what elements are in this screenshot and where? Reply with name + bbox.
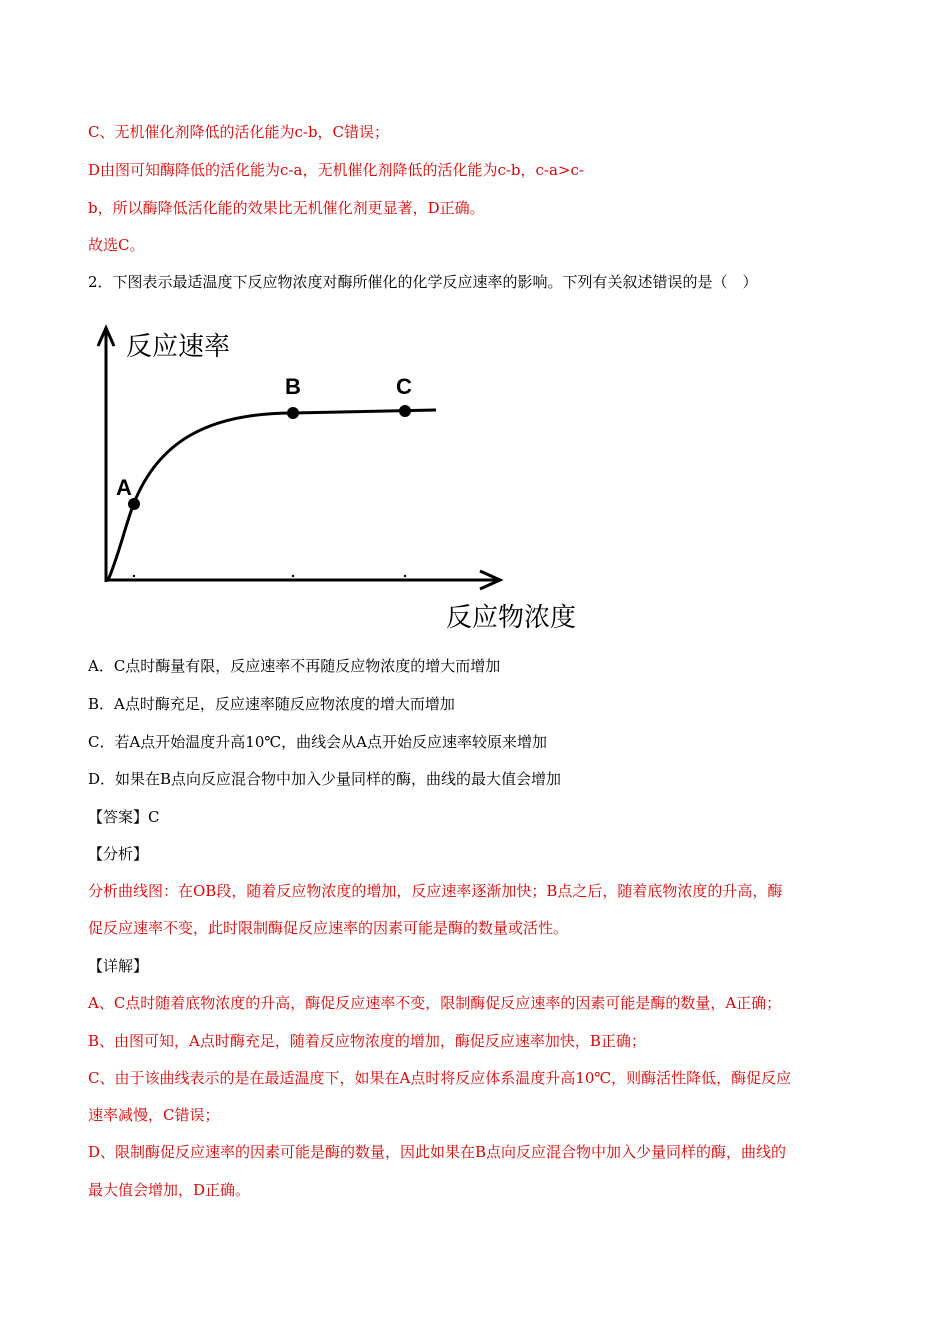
x-axis-label: 反应物浓度 (446, 603, 577, 633)
y-axis-label: 反应速率 (126, 332, 231, 362)
detail-heading: 【详解】 (88, 957, 149, 975)
option-d: D．如果在B点向反应混合物中加入少量同样的酶，曲线的最大值会增加 (88, 770, 562, 788)
detail-c-2: 速率减慢，C错误； (88, 1106, 220, 1124)
tick-a (133, 575, 135, 577)
question-stem: 2．下图表示最适温度下反应物浓度对酶所催化的化学反应速率的影响。下列有关叙述错误的是（ ） (88, 273, 758, 291)
option-b: B．A点时酶充足，反应速率随反应物浓度的增大而增加 (88, 695, 455, 713)
detail-b: B、由图可知，A点时酶充足，随着反应物浓度的增加，酶促反应速率加快，B正确； (88, 1032, 646, 1050)
option-a: A．C点时酶量有限，反应速率不再随反应物浓度的增大而增加 (88, 657, 501, 675)
prev-option-c-explanation: C、无机催化剂降低的活化能为c-b，C错误； (88, 123, 390, 141)
graph-svg (96, 318, 636, 648)
tick-b (292, 575, 294, 577)
point-a-label: A (116, 475, 132, 500)
detail-c-1: C、由于该曲线表示的是在最适温度下，如果在A点时将反应体系温度升高10℃，则酶活性降低，酶促反应 (88, 1069, 792, 1087)
analysis-text-1: 分析曲线图：在OB段，随着反应物浓度的增加，反应速率逐渐加快；B点之后，随着底物浓度的升高，酶 (88, 882, 783, 900)
analysis-text-2: 促反应速率不变，此时限制酶促反应速率的因素可能是酶的数量或活性。 (88, 919, 569, 937)
rate-curve (108, 410, 436, 580)
prev-conclusion: 故选C。 (88, 236, 145, 254)
point-b-dot (287, 407, 299, 419)
answer-label: 【答案】C (88, 808, 160, 826)
detail-d-2: 最大值会增加，D正确。 (88, 1181, 251, 1199)
detail-d-1: D、限制酶促反应速率的因素可能是酶的数量，因此如果在B点向反应混合物中加入少量同样的酶，曲线的 (88, 1143, 787, 1161)
tick-c (404, 575, 406, 577)
point-c-label: C (396, 374, 412, 399)
point-b-label: B (285, 374, 301, 399)
analysis-heading: 【分析】 (88, 845, 149, 863)
option-c: C．若A点开始温度升高10℃，曲线会从A点开始反应速率较原来增加 (88, 733, 548, 751)
rate-vs-concentration-graph (96, 318, 636, 648)
detail-a: A、C点时随着底物浓度的升高，酶促反应速率不变，限制酶促反应速率的因素可能是酶的数量，A正确； (88, 994, 782, 1012)
prev-option-d-explanation-1: D由图可知酶降低的活化能为c-a，无机催化剂降低的活化能为c-b，c-a>c- (88, 161, 584, 179)
prev-option-d-explanation-2: b，所以酶降低活化能的效果比无机催化剂更显著，D正确。 (88, 199, 485, 217)
point-c-dot (399, 405, 411, 417)
